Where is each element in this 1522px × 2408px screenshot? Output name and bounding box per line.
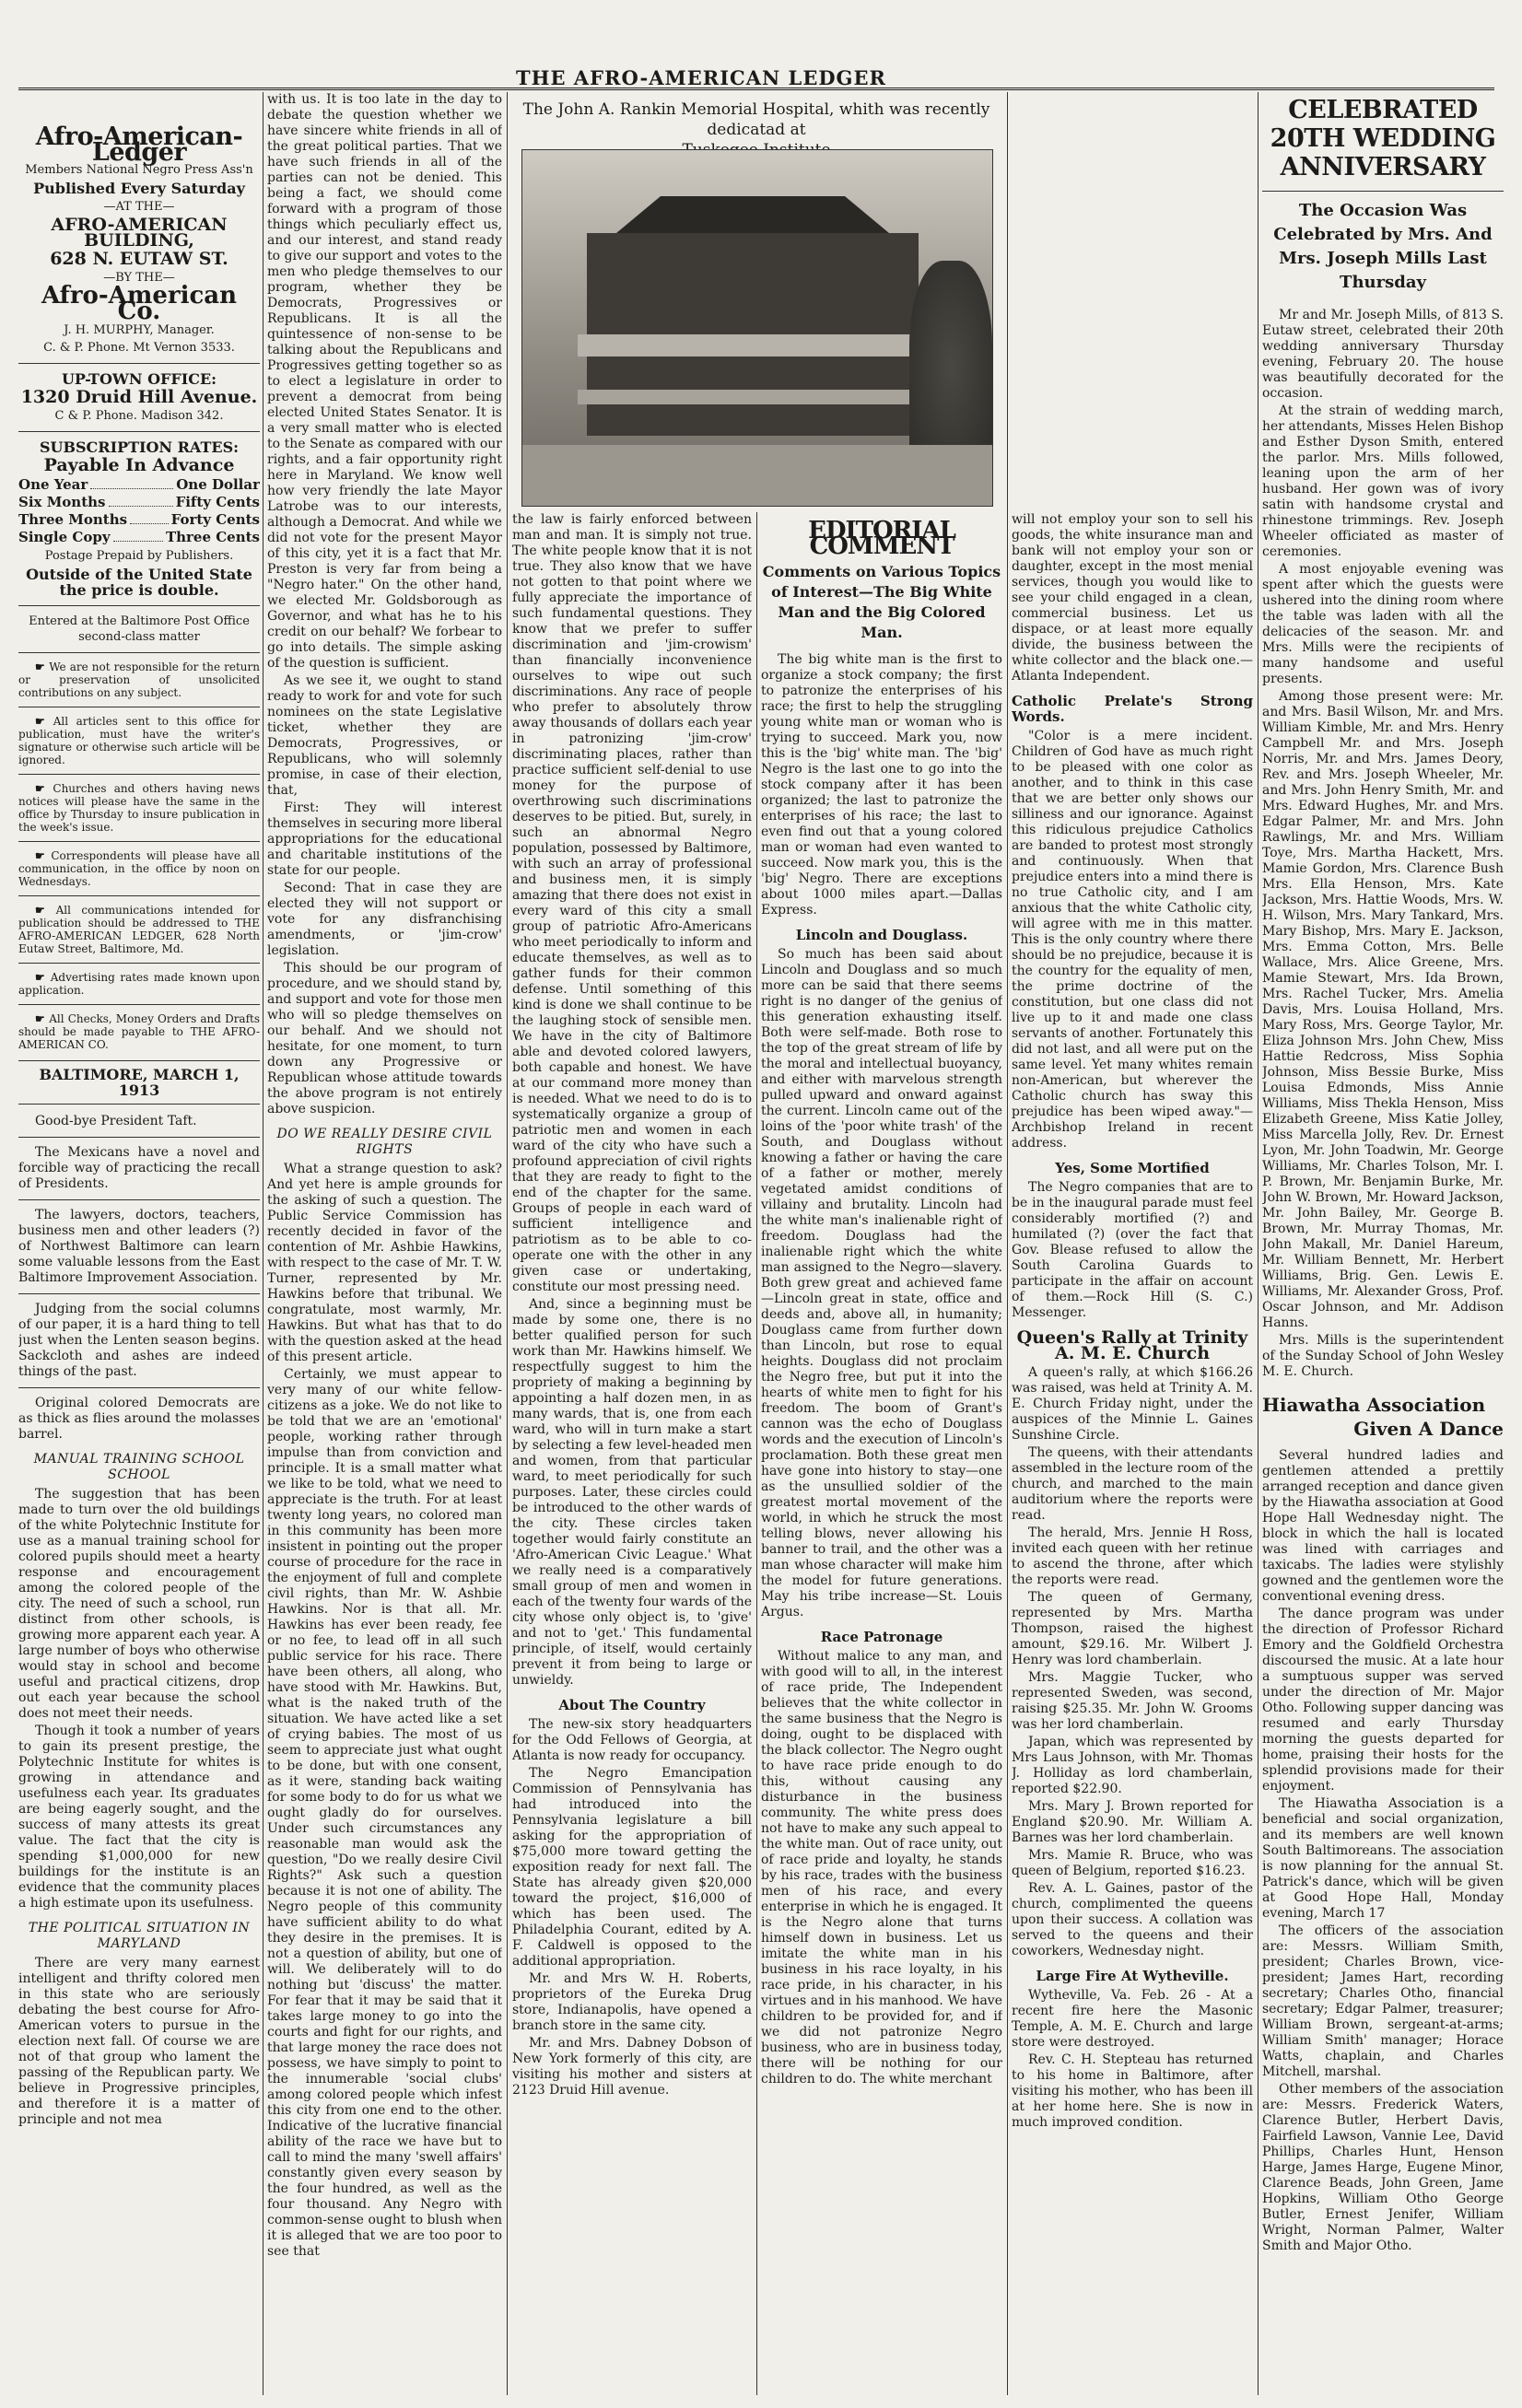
divider	[18, 841, 260, 842]
notice: ☛ We are not responsible for the return or preservation of unsolicited contributions on any subject.	[18, 660, 260, 699]
divider	[18, 1387, 260, 1388]
rate-label: One Year	[18, 476, 88, 493]
article-heading: Large Fire At Wytheville.	[1036, 1968, 1229, 1984]
article-paragraph: "Color is a mere incident. Children of God have as much right to be pleased with one color as another, and to think in this case that we are better only shows our silliness and our ignorance. Against this ridiculous prejudice Catholics are banded to protest most strongly and continuously. When that prejudice enters into a mind there is no true Catholic city, and I am anxious that the white Catholic city, will agree with me in this matter. This is the only country where there should be no prejudice, because it is the country for the equality of men, the prime doctrine of the constitution, but one class did not live up to it and made one class servants of another. Fortunately this did not last, and all were put on the same level. Yet many whites remain non-American, but wherever the Catholic church has sway this prejudice has been wiped away."—Archbishop Ireland in recent address.	[1012, 729, 1253, 1151]
entered-line: Entered at the Baltimore Post Office second-class matter	[29, 614, 250, 644]
pointing-hand-icon: ☛	[35, 715, 53, 728]
article-heading: Yes, Some Mortified	[1055, 1160, 1210, 1176]
article-paragraph: The big white man is the first to organize a stock company; the first to patronize the enterprises of his race; the first to help the struggling young white man or woman who is trying to succeed. Mark you, now this is the 'big' white man. The 'big' Negro is the last one to go into the stock company after it has been organized; the last to patronize the enterprises of his race; the last to even find out that a young colored man or woman had even wanted to succeed. Now mark you, this is the 'big' Negro. There are exceptions about 1000 miles apart.—Dallas Express.	[761, 652, 1002, 918]
article-paragraph: The dance program was under the direction of Professor Richard Emory and the Goldfield Orchestra discoursed the music. At a late hour a sumptuous supper was served under the direction of Mr. Major Otho. Following supper dancing was resumed and early Thursday morning the guests departed for home, praising their hosts for the splendid provisions made for their enjoyment.	[1262, 1607, 1504, 1794]
column-1	[18, 92, 260, 2395]
photo-ground	[522, 445, 993, 507]
press-membership: Members National Negro Press Ass'n	[25, 163, 253, 177]
subscription-label: SUBSCRIPTION RATES:	[39, 438, 240, 456]
anniversary-headline: CELEBRATED 20TH WEDDING ANNIVERSARY	[1270, 96, 1496, 181]
article-paragraph: So much has been said about Lincoln and Douglass and so much more can be said that there seems right is no danger of the genius of this generation exhausting itself. Both were self-made. Both rose to the top of the great stream of life by the moral and intellectual buoyancy, and either with marvelous strength pulled upward and onward against the current. Lincoln came out of the loins of the 'poor white trash' of the South, and Douglass without knowing a father or having the care of a father or mother, merely vegetated amidst conditions of villainy and brutality. Lincoln had the white man's inalienable right of freedom. Douglass had the inalienable right which the white man assigned to the Negro—slavery. Both grew great and achieved fame—Lincoln great in state, office and deeds and, above all, in humanity; Douglass came from further down than Lincoln, but rose to equal heights. Douglass did not proclaim the Negro free, but put it into the hearts of white men to fight for his freedom. The boom of Grant's cannon was the echo of Douglass words and the execution of Lincoln's proclamation. Both these great men have gone into history to stay—one as the unsullied soldier of the greatest mortal movement of the world, in which he struck the most telling blows, never allowing his banner to trail, and the other was a man whose character will make him the model for future generations. May his tribe increase—St. Louis Argus.	[761, 947, 1002, 1619]
phone-line: C. & P. Phone. Mt Vernon 3533.	[43, 341, 235, 355]
divider	[18, 1199, 260, 1200]
photo-porch	[578, 390, 928, 404]
article-paragraph: Mr and Mr. Joseph Mills, of 813 S. Eutaw street, celebrated their 20th wedding anniversary Thursday evening, February 20. The house was beautifully decorated for the occasion.	[1262, 308, 1504, 401]
article-paragraph: Mrs. Mary J. Brown reported for England $20.90. Mr. William A. Barnes was her lord chamberlain.	[1012, 1799, 1253, 1845]
rate-price: One Dollar	[176, 476, 260, 493]
notice: ☛ All communications intended for publication should be addressed to THE AFRO-AMERICAN LEDGER, 628 North Eutaw Street, Baltimore, Md.	[18, 904, 260, 955]
article-paragraph: Wytheville, Va. Feb. 26 - At a recent fire here the Masonic Temple, A. M. E. Church and large store were destroyed.	[1012, 1988, 1253, 2050]
column-rule	[1258, 92, 1259, 2395]
article-paragraph: the law is fairly enforced between man and man. It is simply not true. The white people know that it is not true. They also know that we have not gotten to that point where we fully appreciate the importance of such fundamental questions. They know that we prefer to suffer discrimination and 'jim-crowism' than financially inconvenience ourselves to wipe out such discriminations. Any race of people who prefer to absolutely throw away thousands of dollars each year in patronizing 'jim-crow' discriminating places, rather than practice sufficient self-denial to use money for the purpose of overthrowing such discriminations deserves to be pitied. But, surely, in such an abnormal Negro population, possessed by Baltimore, with such an array of professional and business men, it is simply amazing that there does not exist in every ward of this city a small group of patriotic Afro-Americans who meet periodically to inform and educate themselves, as well as to gather funds for their common defense. Until something of this kind is done we shall continue to be the laughing stock of sensible men. We have in the city of Baltimore able and devoted colored lawyers, both capable and honest. We have at our command more money than is needed. What we need to do is to systematically organize a group of patriotic men and women in each ward of the city who have such a profound appreciation of civil rights that they are ready to fight to the end of the chapter for the same. Groups of people in each ward of sufficient intelligence and patriotism as to be able to co-operate one with the other in any given case or undertaking, constitute our most pressing need.	[512, 512, 752, 1294]
at-the: —AT THE—	[103, 200, 175, 214]
masthead	[0, 0, 1522, 88]
article-paragraph: will not employ your son to sell his goods, the white insurance man and bank will not employ your son or daughter, except in the most menial services, though you would like to see your child engaged in a clean, commercial business. Let us dispace, or at least more equally divide, the business between the white collector and the black one.—Atlanta Independent.	[1012, 512, 1253, 684]
divider	[18, 431, 260, 432]
article-heading: MANUAL TRAINING SCHOOL SCHOOL	[33, 1452, 245, 1482]
notice: ☛ Correspondents will please have all communication, in the office by noon on Wednesdays.	[18, 849, 260, 888]
headline-line: Given A Dance	[1353, 1418, 1504, 1440]
editorial-item: Judging from the social columns of our paper, it is a hard thing to tell just when the Lenten season begins. Sackcloth and ashes are indeed things of the past.	[18, 1302, 260, 1379]
masthead-rule	[18, 88, 1494, 90]
column-rule	[756, 512, 757, 2395]
column-rule	[507, 92, 508, 2395]
company-name: Afro-American Co.	[41, 282, 238, 325]
rate-label: Single Copy	[18, 529, 111, 545]
article-paragraph: Mrs. Maggie Tucker, who represented Sweden, was second, raising $25.35. Mr. John W. Grooms was her lord chamberlain.	[1012, 1670, 1253, 1732]
article-paragraph: Among those present were: Mr. and Mrs. Basil Wilson, Mr. and Mrs. William Kimble, Mr. and Mrs. Henry Campbell Mr. and Mrs. Joseph Norris, Mr. and Mrs. James Deory, Rev. and Mrs. Joseph Wheeler, Mr. and Mrs. John Henry Smith, Mr. and Mrs. Edward Hughes, Mr. and Mrs. Edgar Palmer, Mr. and Mrs. John Rawlings, Mr. and Mrs. William Toye, Mrs. Martha Hackett, Mrs. Mamie Gordon, Mrs. Clarence Bush Mrs. Ella Henson, Mrs. Kate Jackson, Mrs. Hattie Woods, Mrs. W. H. Wilson, Mrs. Mary Tankard, Mrs. Mary Bishop, Mrs. Mary E. Jackson, Mrs. Emma Cotton, Mrs. Belle Wallace, Mrs. Alice Greene, Mrs. Mamie Stewart, Mrs. Ida Brown, Mrs. Rachel Tucker, Mrs. Amelia Davis, Mrs. Louisa Holland, Mrs. Mary Ross, Mrs. George Taylor, Mr. Eliza Johnson Mrs. John Chew, Miss Hattie Redcross, Miss Sophia Johnson, Miss Bessie Burke, Miss Louisa Edmonds, Miss Annie Williams, Miss Thekla Henson, Miss Elizabeth Greene, Miss Katie Jolley, Miss Marcella Jolly, Rev. Dr. Ernest Lyon, Mr. John Toadwin, Mr. George Williams, Mr. Charles Tolson, Mr. I. P. Brown, Mr. Benjamin Burke, Mr. John W. Brown, Mr. Howard Jackson, Mr. John Bailey, Mr. George B. Brown, Mr. Murray Thomas, Mr. John Makall, Mr. Daniel Hareum, Mr. William Bennett, Mr. Herbert Williams, Brig. Gen. Lewis E. Williams, Mr. Alexander Gross, Prof. Oscar Johnson, and Mr. Addison Hanns.	[1262, 689, 1504, 1330]
editorial-item: Original colored Democrats are as thick as flies around the molasses barrel.	[18, 1396, 260, 1442]
article-paragraph: with us. It is too late in the day to debate the question whether we have sincere white friends in all of the great political parties. That we have such friends in all of the parties can not be denied. This being a fact, we should come forward with a program of those things which peculiarly effect us, and our interest, and stand ready to give our support and votes to the men who pledge themselves to our program, whether they be Democrats, Progressives or Republicans. It is all the quintessence of non-sense to be talking about the Republicans and Progressives getting together so as to elect a legislature in order to prevent a democrat from being elected United States Senator. It is a very small matter who is elected to the Senate as compared with our rights, and a fair opportunity right here in Maryland. We know well how very friendly the late Mayor Latrobe was to our interests, although a Democrat. And while we did not vote for the present Mayor of this city, yet it is a fact that Mr. Preston is very far from being a "Negro hater." On the other hand, we elected Mr. Goldsborough as Governor, and what has he to his credit on our behalf? We forbear to go into details. The simple asking of the question is sufficient.	[267, 92, 502, 671]
article-paragraph: At the strain of wedding march, her attendants, Misses Helen Bishop and Esther Dyson Smith, entered the parlor. Mrs. Mills followed, leaning upon the arm of her husband. Her gown was of ivory satin with handsome crystal and rhinestone trimmings. Rev. Joseph Wheeler officiated as master of ceremonies.	[1262, 403, 1504, 559]
editorial-comment-heading: EDITORIAL COMMENT	[808, 517, 955, 560]
anniversary-deck: The Occasion Was Celebrated by Mrs. And Mrs. Joseph Mills Last Thursday	[1273, 201, 1493, 292]
postage-line: Postage Prepaid by Publishers.	[44, 549, 234, 563]
article-paragraph: What a strange question to ask? And yet here is ample grounds for the asking of such a question. The Public Service Commission has recently decided in favor of the contention of Mr. Ashbie Hawkins, with respect to the case of Mr. T. W. Turner, represented by Mr. Hawkins before that tribunal. We congratulate, most warmly, Mr. Hawkins. But what has that to do with the question asked at the head of this present article.	[267, 1162, 502, 1364]
photo-porch	[578, 334, 928, 357]
uptown-address: 1320 Druid Hill Avenue.	[20, 387, 258, 407]
rate-label: Six Months	[18, 494, 106, 510]
pointing-hand-icon: ☛	[35, 660, 50, 673]
article-paragraph: Mr. and Mrs W. H. Roberts, proprietors of the Eureka Drug store, Indianapolis, have opened a branch store in the same city.	[512, 1971, 752, 2033]
pointing-hand-icon: ☛	[35, 782, 53, 795]
divider	[1262, 191, 1504, 192]
newspaper-running-title: THE AFRO-AMERICAN LEDGER	[516, 66, 886, 89]
pointing-hand-icon: ☛	[35, 849, 52, 862]
manager-line: J. H. MURPHY, Manager.	[64, 323, 215, 337]
by-the: —BY THE—	[103, 271, 175, 285]
pointing-hand-icon: ☛	[35, 971, 51, 984]
article-paragraph: Mr. and Mrs. Dabney Dobson of New York formerly of this city, are visiting his mother and sisters at 2123 Druid Hill avenue.	[512, 2036, 752, 2098]
article-paragraph: As we see it, we ought to stand ready to work for and vote for such nominees on the state Legislative ticket, whether they are Democrats, Progressives, or Republicans, who will solemnly promise, in case of their election, that,	[267, 673, 502, 798]
article-paragraph: Rev. C. H. Stepteau has returned to his home in Baltimore, after visiting his mother, who has been ill at her home here. She is now in much improved condition.	[1012, 2052, 1253, 2130]
pointing-hand-icon: ☛	[35, 1012, 50, 1025]
photo-caption-line: The John A. Rankin Memorial Hospital, whith was recently dedicatad at	[522, 100, 990, 139]
uptown-phone: C & P. Phone. Madison 342.	[54, 409, 224, 423]
column-3	[512, 512, 752, 2395]
editorial-item: The lawyers, doctors, teachers, business men and other leaders (?) of Northwest Baltimore can learn some valuable lessons from the East Baltimore Improvement Association.	[18, 1208, 260, 1285]
divider	[18, 1137, 260, 1138]
article-paragraph: Mrs. Mills is the superintendent of the Sunday School of John Wesley M. E. Church.	[1262, 1333, 1504, 1379]
rate-row	[18, 476, 260, 494]
divider	[18, 895, 260, 896]
article-paragraph: Without malice to any man, and with good will to all, in the interest of race pride, The Independent believes that the white collector in the same business that the Negro is doing, ought to be displaced with the black collector. The Negro ought to have race pride enough to do this, without causing any disturbance in the business community. The white press does not have to make any such appeal to the white man. Out of race unity, out of race pride and loyalty, he stands by his race, trades with the business men of his race, and every enterprise in which he is engaged. It is the Negro alone that turns himself down in business. Let us imitate the white man in his business in his race loyalty, in his race pride, in his character, in his virtues and in his manhood. We have children to be provided for, and if we did not patronize Negro business, who are in business today, there will be nothing for our children to do. The white merchant	[761, 1649, 1002, 2087]
editorial-deck: Comments on Various Topics of Interest—The Big White Man and the Big Colored Man.	[762, 563, 1001, 641]
article-heading: Catholic Prelate's Strong Words.	[1012, 693, 1253, 725]
column-5	[1012, 512, 1253, 2395]
article-heading: DO WE REALLY DESIRE CIVIL RIGHTS	[276, 1127, 493, 1157]
article-paragraph: The queen of Germany, represented by Mrs. Martha Thompson, raised the highest amount, $29.16. Mr. Wilbert J. Henry was lord chamberlain.	[1012, 1590, 1253, 1667]
column-4	[761, 512, 1002, 2395]
rate-label: Three Months	[18, 511, 128, 528]
rate-row	[18, 529, 260, 546]
article-paragraph: First: They will interest themselves in securing more liberal appropriations for the educational and charitable institutions of the state for our people.	[267, 801, 502, 878]
article-paragraph: Mrs. Mamie R. Bruce, who was queen of Belgium, reported $16.23.	[1012, 1848, 1253, 1878]
pointing-hand-icon: ☛	[35, 904, 56, 917]
article-heading: THE POLITICAL SITUATION IN MARYLAND	[28, 1921, 251, 1951]
article-paragraph: Certainly, we must appear to very many of our white fellow-citizens as a joke. We do not like to be told that we are an 'emotional' people, working rather through impulse than from conviction and principle. It is a small matter what we like to be told, what we need to appreciate is the truth. For at least twenty long years, no colored man in this community has been more insistent in pointing out the proper course of procedure for the race in the enjoyment of full and complete civil rights, than Mr. W. Ashbie Hawkins. Nor is that all. Mr. Hawkins has ever been ready, fee or no fee, to lead off in all such public service for his race. There have been others, all along, who have stood with Mr. Hawkins. But, what is the naked truth of the situation. We have acted like a set of crying babies. The most of us seem to appreciate just what ought to be done, but with one consent, as it were, standing back waiting for some body to do for us what we ought gladly do for ourselves. Under such circumstances any reasonable man would ask the question, "Do we really desire Civil Rights?" Ask such a question because it is not one of ability. The Negro people of this community have sufficient ability to do what they desire in the premises. It is not a question of ability, but one of will. We deliberately will to do nothing but 'discuss' the matter. For fear that it may be said that it takes large money to go into the courts and fight for our rights, and that large money the race does not possess, we have simply to point to the innumerable 'social clubs' among colored people which infest this city from one end to the other. Indicative of the lucrative financial ability of the race we have but to call to mind the many 'swell affairs' constantly given every season by the four hundred, as well as the four thousand. Any Negro with common-sense ought to blush when it is alleged that we are too poor to see that	[267, 1367, 502, 2259]
article-paragraph: The Negro companies that are to be in the inaugural parade must feel considerably mortified (?) and humilated (?) (over the fact that Gov. Blease refused to allow the South Carolina Guards to participate in the affair on account of them.—Rock Hill (S. C.) Messenger.	[1012, 1180, 1253, 1320]
article-paragraph: The Hiawatha Association is a beneficial and social organization, and its members are well known South Baltimoreans. The association is now planning for the annual St. Patrick's dance, which will be given at Good Hope Hall, Monday evening, March 17	[1262, 1796, 1504, 1921]
article-paragraph: Japan, which was represented by Mrs Laus Johnson, with Mr. Thomas J. Holliday as lord chamberlain, reported $22.90.	[1012, 1735, 1253, 1796]
article-paragraph: Though it took a number of years to gain its present prestige, the Polytechnic Institute for whites is growing in attendance and usefulness each year. Its graduates are being eagerly sought, and the success of many attests its great value. The fact that the city is spending $1,000,000 for new buildings for the institute is an evidence that the community places a high estimate upon its usefulness.	[18, 1724, 260, 1911]
article-paragraph: A most enjoyable evening was spent after which the guests were ushered into the dining room where the table was laden with all the delicacies of the season. Mr. and Mrs. Mills were the recipients of many handsome and useful presents.	[1262, 562, 1504, 686]
editorial-item: Good-bye President Taft.	[35, 1114, 197, 1128]
notice: ☛ All articles sent to this office for publication, must have the writer's signature or otherwise such article will be ignored.	[18, 715, 260, 766]
article-paragraph: Second: That in case they are elected they will not support or vote for any disfranchising amendments, or 'jim-crow' legislation.	[267, 881, 502, 958]
column-2	[267, 92, 502, 2395]
article-paragraph: The new-six story headquarters for the Odd Fellows of Georgia, at Atlanta is now ready for occupancy.	[512, 1717, 752, 1763]
article-paragraph: The officers of the association are: Messrs. William Smith, president; Charles Brown, vice-president; James Hart, recording secretary; Charles Otho, financial secretary; Edgar Palmer, treasurer; William Brown, sergeant-at-arms; William Smith' manager; Horace Watts, chaplain, and Charles Mitchell, marshal.	[1262, 1923, 1504, 2079]
rate-price: Fifty Cents	[175, 494, 260, 510]
rate-price: Three Cents	[165, 529, 260, 545]
article-paragraph: There are very many earnest intelligent and thrifty colored men in this state who are seriously debating the best course for Afro-American voters to pursue in the election next fall. Of course we are not of that group who lament the passing of the Republican party. We believe in Progressive principles, and therefore it is a matter of principle and not mea	[18, 1956, 260, 2127]
rate-row	[18, 494, 260, 511]
divider	[18, 774, 260, 775]
article-paragraph: The suggestion that has been made to turn over the old buildings of the white Polytechnic Institute for use as a manual training school for colored pupils should meet a hearty response and encouragement among the colored people of the city. The need of such a school, run distinct from other schools, is growing more apparent each year. A large number of boys who otherwise would stay in school and become useful and practical citizens, drop out each year because the school does not meet their needs.	[18, 1487, 260, 1721]
article-paragraph: Other members of the association are: Messrs. Frederick Waters, Clarence Butler, Herbert Davis, Fairfield Lawson, Vannie Lee, David Phillips, Charles Hunt, Henson Harge, James Harge, Eugene Minor, Clarence Beads, John Green, Jame Hopkins, William Otho George Butler, Ernest Jenifer, William Wright, Norman Palmer, Walter Smith and Major Otho.	[1262, 2082, 1504, 2253]
outside-us-line: Outside of the United State the price is double.	[26, 566, 252, 599]
uptown-office-label: UP-TOWN OFFICE:	[61, 370, 217, 388]
notice: ☛ All Checks, Money Orders and Drafts should be made payable to THE AFRO-AMERICAN CO.	[18, 1012, 260, 1051]
divider	[18, 1293, 260, 1294]
dateline: BALTIMORE, MARCH 1, 1913	[18, 1060, 260, 1105]
building-name: AFRO-AMERICAN BUILDING,	[51, 215, 228, 251]
article-heading: About The Country	[558, 1697, 706, 1713]
column-rule	[1007, 92, 1008, 2395]
paper-name: Afro-American-Ledger	[35, 123, 243, 167]
divider	[18, 605, 260, 606]
article-paragraph: This should be our program of procedure, and we should stand by, and support and vote for those men who will so pledge themselves on our behalf. And we should not hesitate, for one moment, to turn down any Progressive or Republican whose attitude towards the above program is not entirely above suspicion.	[267, 961, 502, 1116]
column-6	[1262, 92, 1504, 2395]
rate-price: Forty Cents	[170, 511, 260, 528]
article-heading: Queen's Rally at Trinity A. M. E. Church	[1016, 1327, 1248, 1363]
article-paragraph: A queen's rally, at which $166.26 was raised, was held at Trinity A. M. E. Church Friday night, under the auspices of the Minnie L. Gaines Sunshine Circle.	[1012, 1365, 1253, 1443]
article-paragraph: And, since a beginning must be made by some one, there is no better qualified person for such work than Mr. Hawkins himself. We respectfully suggest to him the propriety of making a beginning by appointing a half dozen men, in as many wards, that is, one from each ward, who will in turn make a start by selecting a few level-headed men and women, from that particular ward, to meet periodically for such purposes. Later, these circles could be introduced to the other wards of the city. These circles taken together would fairly constitute an 'Afro-American Civic League.' What we really need is a comparatively small group of men and women in each of the twenty four wards of the city whose only object is, to 'give' and not to 'get.' This fundamental principle, of itself, would certainly prevent it from being to large or unwieldy.	[512, 1297, 752, 1688]
divider	[18, 363, 260, 364]
divider	[18, 652, 260, 653]
published-line: Published Every Saturday	[33, 180, 245, 197]
photo-tree	[909, 261, 992, 473]
article-paragraph: Rev. A. L. Gaines, pastor of the church, complimented the queens upon their success. A collation was served to the queens and their coworkers, Wednesday night.	[1012, 1881, 1253, 1958]
payable-label: Payable In Advance	[43, 455, 235, 475]
article-paragraph: Several hundred ladies and gentlemen attended a prettily arranged reception and dance given by the Hiawatha association at Good Hope Hall Wednesday night. The block in which the hall is located was lined with carriages and taxicabs. The ladies were stylishly gowned and the gentlemen wore the conventional evening dress.	[1262, 1448, 1504, 1604]
rate-row	[18, 511, 260, 529]
article-heading: Lincoln and Douglass.	[795, 927, 968, 943]
article-paragraph: The queens, with their attendants assembled in the lecture room of the church, and marched to the main auditorium where the reports were read.	[1012, 1445, 1253, 1523]
notice: ☛ Advertising rates made known upon application.	[18, 971, 260, 997]
hiawatha-headline	[1262, 1393, 1504, 1441]
divider	[18, 963, 260, 964]
rates-list	[18, 476, 260, 546]
divider	[18, 1004, 260, 1005]
article-paragraph: The Negro Emancipation Commission of Pennsylvania has had introduced into the Pennsylvania legislature a bill asking for the appropriation of $75,000 more toward getting the exposition ready for next fall. The State has already given $20,000 toward the project, $16,000 of which has been used. The Philadelphia Courant, edited by A. F. Caldwell is opposed to the additional appropriation.	[512, 1766, 752, 1969]
notice: ☛ Churches and others having news notices will please have the same in the office by Thursday to insure publication in the week's issue.	[18, 782, 260, 834]
hospital-photo	[521, 149, 993, 507]
article-paragraph: The herald, Mrs. Jennie H Ross, invited each queen with her retinue to ascend the throne, after which the reports were read.	[1012, 1525, 1253, 1587]
article-heading: Race Patronage	[820, 1629, 943, 1645]
building-address: 628 N. EUTAW ST.	[50, 249, 228, 269]
editorial-item: The Mexicans have a novel and forcible way of practicing the recall of Presidents.	[18, 1145, 260, 1191]
headline-line: Hiawatha Association	[1262, 1394, 1486, 1416]
